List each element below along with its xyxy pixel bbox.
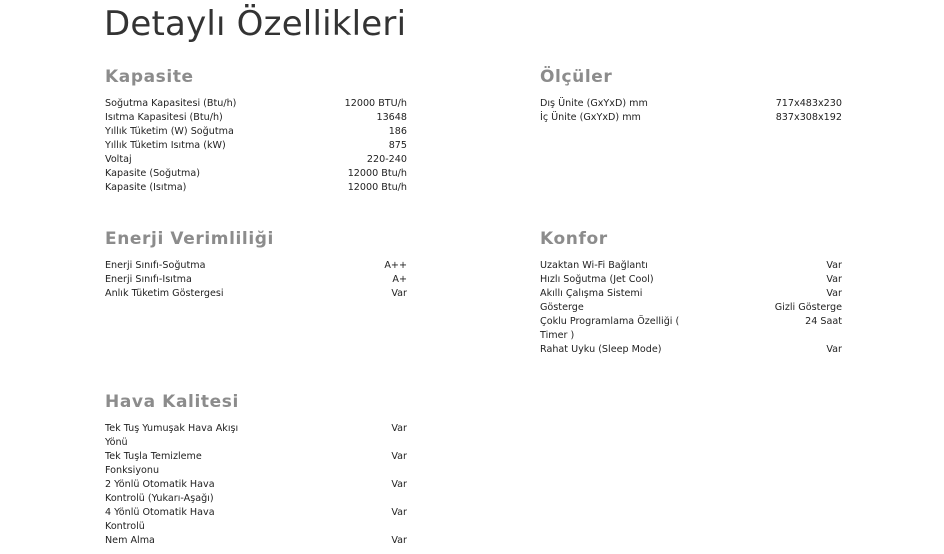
section-title: Enerji Verimliliği [105, 229, 274, 249]
spec-value: 24 Saat [805, 316, 842, 327]
section-konfor [540, 228, 842, 357]
spec-value: 12000 BTU/h [344, 98, 407, 109]
section-hava-kalitesi [105, 391, 407, 548]
spec-label: Hızlı Soğutma (Jet Cool) [540, 274, 654, 285]
spec-row [540, 259, 842, 273]
spec-row [105, 111, 407, 125]
spec-row [540, 273, 842, 287]
spec-row [105, 450, 407, 478]
section-kapasite [105, 66, 407, 195]
spec-label: Yıllık Tüketim (W) Soğutma [105, 126, 234, 137]
spec-value: A++ [384, 260, 407, 271]
spec-row [105, 125, 407, 139]
spec-row [105, 153, 407, 167]
spec-value: 13648 [376, 112, 407, 123]
spec-list [540, 259, 842, 357]
spec-row [105, 422, 407, 450]
spec-value: Var [826, 344, 842, 355]
spec-value: Var [391, 479, 407, 490]
page-title: Detaylı Özellikleri [104, 4, 407, 44]
spec-row [540, 315, 842, 343]
spec-row [105, 181, 407, 195]
spec-value: 220-240 [366, 154, 407, 165]
spec-value: A+ [392, 274, 407, 285]
spec-row [105, 97, 407, 111]
spec-label: Tek Tuşla Temizleme Fonksiyonu [105, 451, 202, 476]
spec-list [540, 97, 842, 125]
spec-label: Dış Ünite (GxYxD) mm [540, 98, 648, 109]
section-title: Ölçüler [540, 67, 613, 87]
section-title: Hava Kalitesi [105, 392, 239, 412]
spec-value: 837x308x192 [775, 112, 842, 123]
spec-label: Rahat Uyku (Sleep Mode) [540, 344, 662, 355]
spec-row [105, 259, 407, 273]
spec-value: Var [391, 423, 407, 434]
spec-list [105, 259, 407, 301]
spec-label: Soğutma Kapasitesi (Btu/h) [105, 98, 237, 109]
spec-label: Uzaktan Wi-Fi Bağlantı [540, 260, 648, 271]
spec-row [540, 343, 842, 357]
spec-value: 717x483x230 [775, 98, 842, 109]
spec-value: Var [391, 451, 407, 462]
section-title: Kapasite [105, 67, 194, 87]
spec-label: Nem Alma [105, 535, 155, 546]
spec-row [105, 506, 407, 534]
spec-row [105, 139, 407, 153]
spec-value: Var [826, 260, 842, 271]
spec-value: Var [826, 274, 842, 285]
spec-value: 12000 Btu/h [347, 168, 407, 179]
spec-label: Tek Tuş Yumuşak Hava Akışı Yönü [105, 423, 239, 448]
spec-list [105, 97, 407, 195]
spec-label: Gösterge [540, 302, 584, 313]
spec-label: 2 Yönlü Otomatik Hava Kontrolü (Yukarı-Aşağı) [105, 479, 215, 504]
spec-row [540, 111, 842, 125]
spec-label: Yıllık Tüketim Isıtma (kW) [105, 140, 226, 151]
spec-row [540, 287, 842, 301]
section-olculer [540, 66, 842, 125]
spec-value: 186 [388, 126, 407, 137]
spec-row [540, 97, 842, 111]
spec-label: 4 Yönlü Otomatik Hava Kontrolü [105, 507, 215, 532]
spec-label: Kapasite (Isıtma) [105, 182, 187, 193]
spec-row [105, 273, 407, 287]
spec-value: Var [391, 535, 407, 546]
spec-label: Çoklu Programlama Özelliği ( Timer ) [540, 316, 680, 341]
spec-row [105, 478, 407, 506]
section-title: Konfor [540, 229, 608, 249]
spec-label: İç Ünite (GxYxD) mm [540, 112, 641, 123]
spec-label: Enerji Sınıfı-Soğutma [105, 260, 206, 271]
section-enerji-verimliligi [105, 228, 407, 301]
spec-list [105, 422, 407, 548]
spec-label: Isıtma Kapasitesi (Btu/h) [105, 112, 223, 123]
spec-label: Anlık Tüketim Göstergesi [105, 288, 224, 299]
spec-value: Var [391, 507, 407, 518]
spec-label: Voltaj [105, 154, 132, 165]
spec-label: Enerji Sınıfı-Isıtma [105, 274, 192, 285]
spec-label: Akıllı Çalışma Sistemi [540, 288, 643, 299]
spec-value: Var [391, 288, 407, 299]
spec-row [105, 167, 407, 181]
spec-value: Gizli Gösterge [774, 302, 842, 313]
spec-row [105, 534, 407, 548]
spec-label: Kapasite (Soğutma) [105, 168, 200, 179]
spec-row [105, 287, 407, 301]
spec-value: 12000 Btu/h [347, 182, 407, 193]
spec-value: Var [826, 288, 842, 299]
spec-row [540, 301, 842, 315]
spec-value: 875 [388, 140, 407, 151]
